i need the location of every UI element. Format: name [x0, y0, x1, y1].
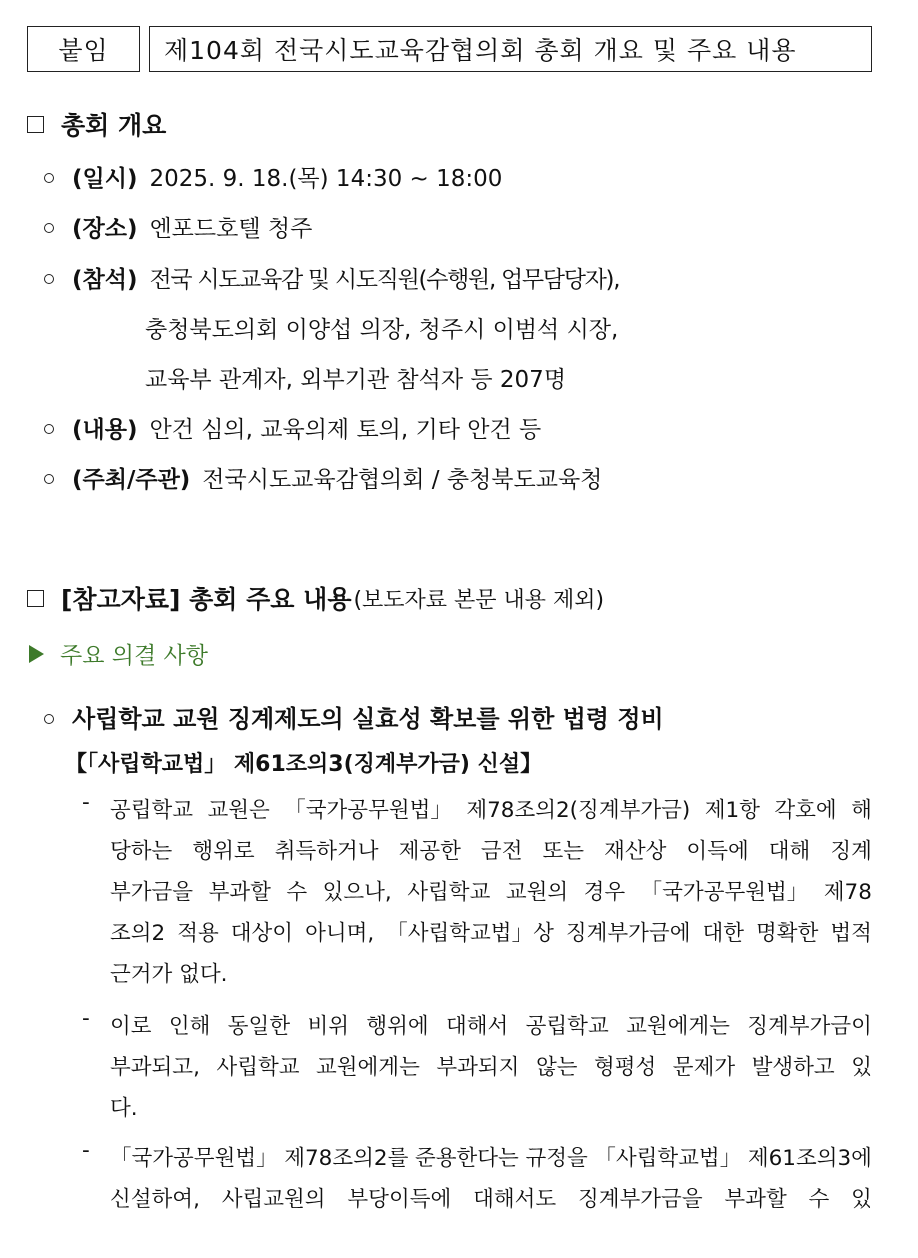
dash-marker: -	[82, 1006, 90, 1031]
paragraph-3	[82, 1138, 872, 1220]
paragraph-line: 부가금을 부과할 수 있으나, 사립학교 교원의 경우 「국가공무원법」 제78	[110, 880, 872, 905]
item-value: 2025. 9. 18.(목) 14:30 ~ 18:00	[149, 166, 503, 192]
attachment-label: 붙임	[58, 36, 109, 65]
reference-heading-text: [참고자료] 총회 주요 내용	[61, 585, 352, 614]
overview-heading	[27, 106, 166, 142]
circle-bullet-icon	[44, 274, 54, 284]
paragraph-line: 부과되고, 사립학교 교원에게는 부과되지 않는 형평성 문제가 발생하고 있	[110, 1055, 872, 1080]
resolutions-heading-text: 주요 의결 사항	[60, 643, 208, 669]
overview-item-host	[44, 461, 602, 494]
paragraph-line: 조의2 적용 대상이 아니며, 「사립학교법」상 징계부가금에 대한 명확한 법적	[110, 921, 872, 946]
item-key: (내용)	[72, 417, 138, 443]
circle-bullet-icon	[44, 424, 54, 434]
circle-bullet-icon	[44, 173, 54, 183]
item-key: (참석)	[72, 267, 138, 293]
paragraph-line: 이로 인해 동일한 비위 행위에 대해서 공립학교 교원에게는 징계부가금이	[110, 1014, 872, 1039]
square-bullet-icon	[27, 116, 44, 133]
resolution-topic-text: 사립학교 교원 징계제도의 실효성 확보를 위한 법령 정비	[72, 705, 664, 733]
circle-bullet-icon	[44, 474, 54, 484]
attachment-label-box	[27, 26, 140, 72]
resolution-topic	[44, 699, 664, 734]
attendees-continuation-1: 충청북도의회 이양섭 의장, 청주시 이범석 시장,	[145, 317, 619, 343]
paragraph-line: 다.	[110, 1096, 138, 1121]
attendees-continuation-2: 교육부 관계자, 외부기관 참석자 등 207명	[145, 367, 567, 393]
item-value: 안건 심의, 교육의제 토의, 기타 안건 등	[149, 417, 542, 443]
paragraph-line: 공립학교 교원은 「국가공무원법」 제78조의2(징계부가금) 제1항 각호에 해	[110, 798, 872, 823]
item-key: (주최/주관)	[72, 467, 191, 493]
circle-bullet-icon	[44, 714, 54, 724]
item-value: 전국시도교육감협의회 / 충청북도교육청	[202, 467, 603, 493]
overview-heading-text: 총회 개요	[61, 111, 167, 140]
dash-marker: -	[82, 790, 90, 815]
paragraph-line: 근거가 없다.	[110, 962, 228, 987]
item-key: (장소)	[72, 216, 138, 242]
dash-marker: -	[82, 1138, 90, 1163]
overview-item-venue	[44, 210, 312, 243]
reference-subheading: (보도자료 본문 내용 제외)	[353, 587, 605, 613]
overview-item-datetime	[44, 160, 502, 193]
document-title-box	[149, 26, 872, 72]
item-value: 엔포드호텔 청주	[149, 216, 313, 242]
item-key: (일시)	[72, 166, 138, 192]
overview-item-attendees	[44, 261, 619, 294]
item-value: 전국 시도교육감 및 시도직원(수행원, 업무담당자),	[149, 267, 620, 293]
paragraph-line: 신설하여, 사립교원의 부당이득에 대해서도 징계부가금을 부과할 수 있	[110, 1187, 872, 1212]
circle-bullet-icon	[44, 223, 54, 233]
paragraph-1	[82, 790, 872, 995]
paragraph-line: 당하는 행위로 취득하거나 제공한 금전 또는 재산상 이득에 대해 징계	[110, 839, 872, 864]
document-title: 제104회 전국시도교육감협의회 총회 개요 및 주요 내용	[164, 36, 797, 65]
square-bullet-icon	[27, 590, 44, 607]
resolutions-heading	[29, 637, 208, 670]
paragraph-2	[82, 1006, 872, 1129]
paragraph-line: 「국가공무원법」 제78조의2를 준용한다는 규정을 「사립학교법」 제61조의3에	[110, 1146, 872, 1171]
reference-heading	[27, 580, 604, 616]
triangle-right-icon	[29, 645, 44, 663]
overview-item-content	[44, 411, 541, 444]
law-reference: 【「사립학교법」 제61조의3(징계부가금) 신설】	[65, 752, 543, 777]
